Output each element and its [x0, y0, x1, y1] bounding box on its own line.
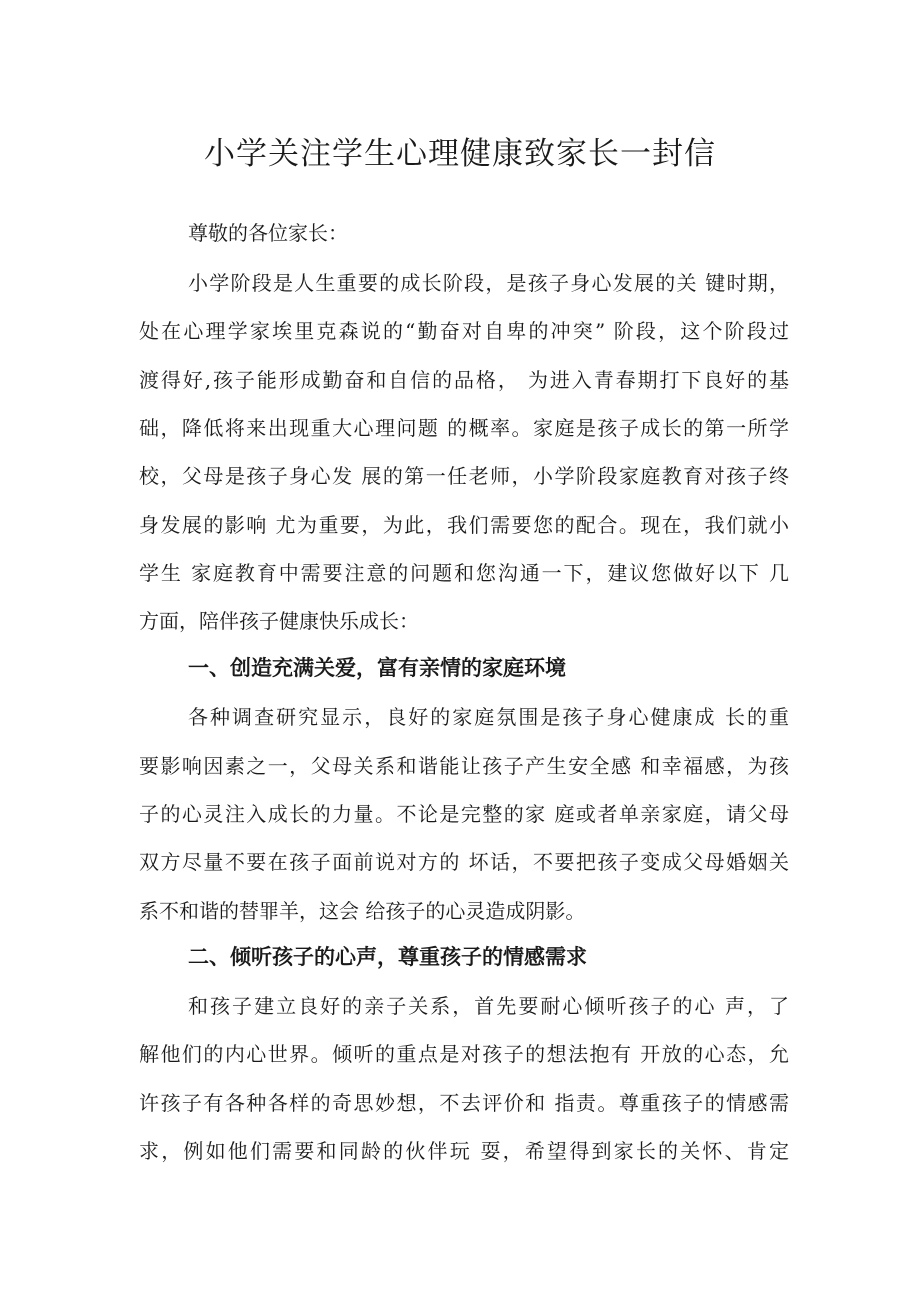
intro-line: 处在心理学家埃里克森说的“勤奋对自卑的冲突” 阶段，这个阶段过 [139, 319, 789, 343]
section1-line: 系不和谐的替罪羊，这会 给孩子的心灵造成阴影。 [139, 899, 586, 923]
intro-line: 身发展的影响 尤为重要，为此，我们需要您的配合。现在，我们就小 [139, 513, 789, 537]
section2-line: 解他们的内心世界。倾听的重点是对孩子的想法抱有 开放的心态，允 [139, 1042, 789, 1066]
section1-line: 各种调查研究显示，良好的家庭氛围是孩子身心健康成 长的重 [188, 705, 789, 729]
intro-line: 小学阶段是人生重要的成长阶段，是孩子身心发展的关 键时期， [188, 271, 789, 295]
salutation: 尊敬的各位家长： [188, 221, 348, 245]
section-heading: 二、倾听孩子的心声，尊重孩子的情感需求 [188, 945, 587, 969]
section1-line: 双方尽量不要在孩子面前说对方的 坏话，不要把孩子变成父母婚姻关 [139, 850, 789, 874]
section1-line: 子的心灵注入成长的力量。不论是完整的家 庭或者单亲家庭，请父母 [139, 802, 789, 826]
section2-line: 和孩子建立良好的亲子关系，首先要耐心倾听孩子的心 声，了 [188, 994, 789, 1018]
section-heading: 一、创造充满关爱，富有亲情的家庭环境 [188, 656, 566, 680]
intro-line: 学生 家庭教育中需要注意的问题和您沟通一下，建议您做好以下 几 [139, 561, 789, 585]
section2-line: 求，例如他们需要和同龄的伙伴玩 耍，希望得到家长的关怀、肯定 [139, 1139, 789, 1163]
section1-line: 要影响因素之一，父母关系和谐能让孩子产生安全感 和幸福感，为孩 [139, 754, 789, 778]
page-title: 小学关注学生心理健康致家长一封信 [204, 136, 716, 172]
intro-line: 础，降低将来出现重大心理问题 的概率。家庭是孩子成长的第一所学 [139, 416, 789, 440]
intro-line: 方面，陪伴孩子健康快乐成长： [139, 609, 419, 633]
intro-line: 渡得好,孩子能形成勤奋和自信的品格， 为进入青春期打下良好的基 [139, 368, 789, 392]
section2-line: 许孩子有各种各样的奇思妙想，不去评价和 指责。尊重孩子的情感需 [139, 1091, 789, 1115]
intro-line: 校，父母是孩子身心发 展的第一任老师，小学阶段家庭教育对孩子终 [139, 464, 789, 488]
